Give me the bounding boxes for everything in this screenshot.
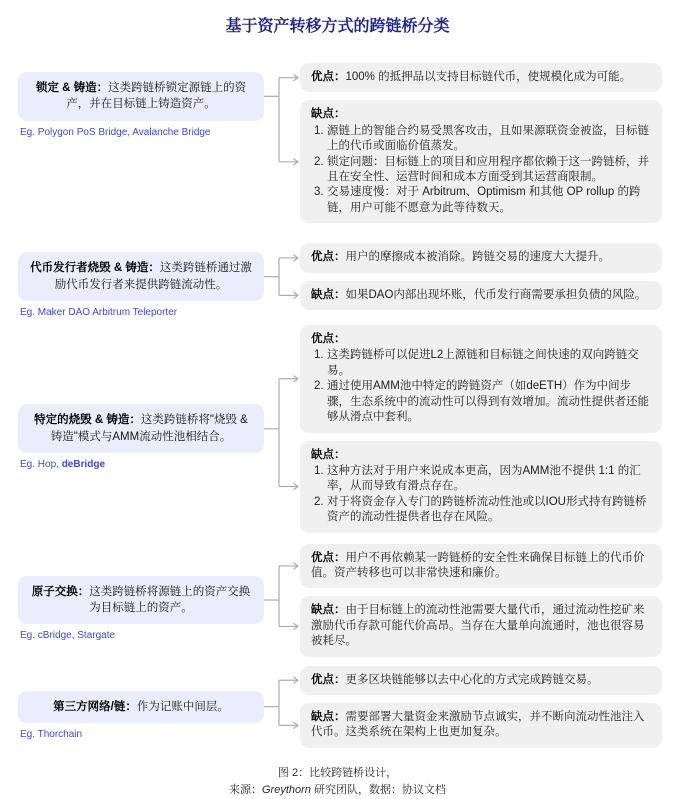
category-name: 第三方网络/链： — [53, 700, 137, 713]
box-text: 用户不再依赖某一跨链桥的安全性来确保目标链上的代币价值。资产转移也可以非常快速和廉价。 — [311, 551, 645, 579]
bridge-type-section — [18, 243, 675, 318]
sections-container — [0, 63, 675, 748]
box-list-item: 锁定问题：目标链上的项目和应用程序都依赖于这一跨链桥，并且在安全性、运营时间和成本方面受到其运营商限制。 — [327, 155, 649, 184]
page-title: 基于资产转移方式的跨链桥分类 — [225, 18, 450, 35]
box-list-item: 这类跨链桥可以促进L2上源链和目标链之间快速的双向跨链交易。 — [327, 349, 639, 377]
category-desc: 这类跨链桥将"烧毁 & 铸造"模式与AMM流动性池相结合。 — [50, 414, 248, 443]
bridge-type-section — [18, 63, 675, 223]
category-name: 特定的烧毁 & 铸造： — [34, 414, 141, 427]
box-text: 如果DAO内部出现坏账，代币发行商需要承担负债的风险。 — [345, 288, 647, 301]
box-head — [311, 332, 651, 347]
category-box — [18, 404, 264, 453]
box-label: 缺点： — [311, 108, 346, 121]
box-list — [314, 348, 651, 425]
pros-cons-column — [300, 63, 662, 223]
box-label: 优点： — [311, 673, 346, 686]
box-label: 优点： — [311, 71, 346, 83]
category-column — [18, 252, 264, 318]
box-label: 缺点： — [311, 448, 346, 461]
box-label: 优点： — [311, 333, 346, 346]
box-head — [311, 107, 651, 122]
example-part: deBridge — [61, 459, 106, 471]
category-desc: 这类跨链桥将源链上的资产交换为目标链上的资产。 — [89, 585, 251, 615]
box-label: 缺点： — [311, 288, 346, 301]
cons-box — [300, 441, 662, 533]
pros-box — [300, 666, 662, 695]
source-name: Greythorn — [262, 783, 311, 796]
pros-cons-column — [300, 325, 662, 532]
pros-box — [300, 544, 662, 589]
cons-box — [300, 281, 662, 310]
box-list-item: 源链上的智能合约易受黑客攻击，且如果源联资金被盗，目标链上的代币或面临价值蒸发。 — [327, 124, 649, 153]
category-name: 代币发行者烧毁 & 铸造： — [30, 262, 160, 275]
box-list-item: 这种方法对于用户来说成本更高，因为AMM池不提供 1:1 的汇率，从而导致有滑点存在。 — [327, 464, 641, 493]
example-part: Eg. Thorchain — [20, 728, 83, 740]
example-part: Eg. Polygon PoS Bridge, Avalanche Bridge — [20, 126, 211, 138]
example-label — [20, 307, 177, 318]
bridge-type-section — [18, 544, 675, 657]
category-desc: 这类跨链桥锁定源链上的资产，并在目标链上铸造资产。 — [66, 82, 247, 111]
cons-box — [300, 703, 662, 748]
category-name: 原子交换： — [31, 585, 90, 598]
cons-box — [300, 596, 662, 656]
box-list-item: 交易速度慢：对于 Arbitrum、Optimism 和其他 OP rollup 的跨链，用户可能不愿意为此等待数天。 — [327, 186, 641, 214]
pros-cons-column — [300, 243, 662, 310]
box-text: 更多区块链能够以去中心化的方式完成跨链交易。 — [345, 673, 599, 686]
box-text: 用户的摩擦成本被消除。跨链交易的速度大大提升。 — [345, 251, 610, 264]
source-line — [0, 782, 675, 799]
box-text: 需要部署大量资金来激励节点诚实，并不断向流动性池注入代币。这类系统在架构上也更加复杂。 — [311, 710, 645, 739]
category-column — [18, 576, 264, 642]
category-desc: 这类跨链桥通过激励代币发行者来提供跨链流动性。 — [54, 262, 252, 291]
example-label — [20, 127, 211, 138]
source-suffix: 研究团队，数据：协议文档 — [310, 783, 446, 796]
pros-box — [300, 63, 662, 92]
example-part: Eg. Hop, — [20, 459, 62, 471]
category-box — [18, 72, 264, 121]
example-label — [20, 729, 82, 740]
category-box — [18, 252, 264, 301]
category-column — [18, 691, 264, 740]
box-list-item: 通过使用AMM池中特定的跨链资产（如deETH）作为中间步骤，生态系统中的流动性可以得到有效增加。流动性提供者还能够从滑点中套利。 — [327, 380, 649, 424]
caption-line: 图 2：比较跨链桥设计， — [277, 766, 398, 779]
pros-cons-column — [300, 544, 662, 657]
example-label — [20, 459, 105, 470]
category-desc: 作为记账中间层。 — [136, 700, 229, 713]
box-text: 由于目标链上的流动性池需要大量代币，通过流动性挖矿来激励代币存款可能代价高昂。当存在大量单向流通时，池也很容易被耗尽。 — [311, 604, 645, 648]
example-part: Eg. cBridge, Stargate — [20, 630, 116, 642]
category-column — [18, 404, 264, 471]
box-label: 优点： — [311, 551, 346, 564]
cons-box — [300, 100, 662, 223]
pros-cons-column — [300, 666, 662, 748]
box-text: 100% 的抵押品以支持目标链代币，使规模化成为可能。 — [345, 71, 632, 83]
category-box — [18, 576, 264, 625]
pros-box — [300, 243, 662, 272]
bridge-type-section — [18, 325, 675, 532]
example-part: Eg. Maker DAO Arbitrum Teleporter — [20, 306, 178, 318]
box-list — [314, 464, 651, 526]
box-label: 缺点： — [311, 604, 346, 617]
box-label: 优点： — [311, 251, 346, 264]
source-prefix: 来源： — [229, 783, 262, 796]
box-list-item: 对于将资金存入专门的跨链桥流动性池或以IOU形式持有跨链桥资产的流动性提供者也存在风险。 — [327, 495, 647, 524]
box-list — [314, 124, 651, 216]
box-head — [311, 448, 651, 463]
bridge-type-section — [18, 666, 675, 748]
category-column — [18, 72, 264, 138]
category-box — [18, 691, 264, 723]
figure-caption — [0, 765, 675, 799]
example-label — [20, 630, 115, 641]
box-label: 缺点： — [311, 710, 346, 723]
pros-box — [300, 325, 662, 432]
category-name: 锁定 & 铸造： — [35, 82, 109, 94]
